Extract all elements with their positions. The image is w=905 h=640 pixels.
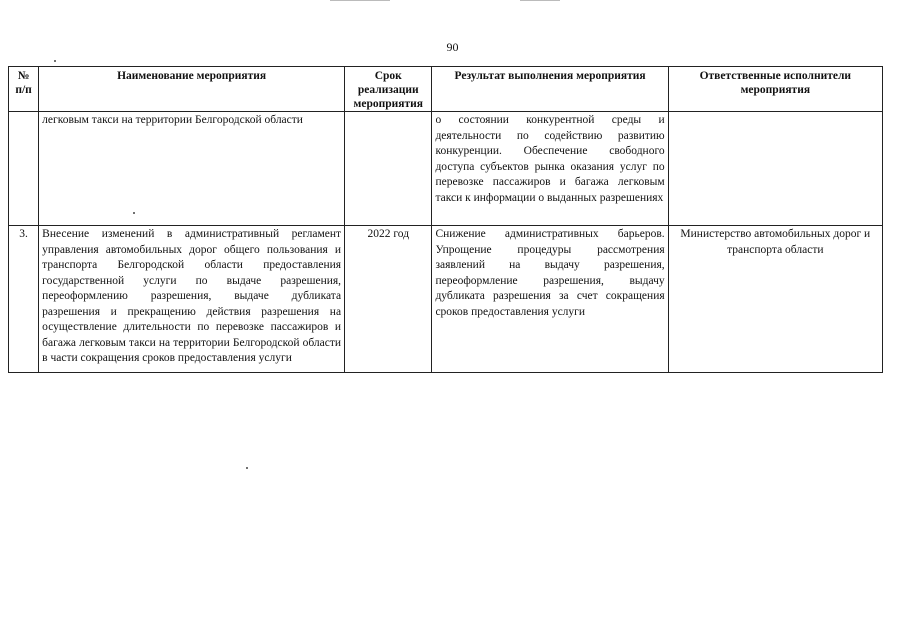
cell-result: о состоянии конкурентной среды и деятельности по содействию развитию конкуренции. Обеспечение свободного доступа субъектов рынка оказания услуг по перевозке пассажиров и багажа легковым такси к информации о выданных разрешениях bbox=[432, 112, 668, 226]
header-result: Результат выполнения мероприятия bbox=[432, 67, 668, 112]
scan-edge-mark bbox=[520, 0, 560, 1]
cell-responsible: Министерство автомобильных дорог и транспорта области bbox=[668, 226, 882, 373]
cell-number: 3. bbox=[9, 226, 39, 373]
cell-name: легковым такси на территории Белгородской области bbox=[39, 112, 345, 226]
header-number: № п/п bbox=[9, 67, 39, 112]
scan-edge-mark bbox=[330, 0, 390, 1]
scan-speck bbox=[133, 212, 135, 214]
scan-speck bbox=[246, 467, 248, 469]
measures-table bbox=[8, 66, 883, 373]
header-term: Срок реализации мероприятия bbox=[345, 67, 432, 112]
table-header-row bbox=[9, 67, 883, 112]
scan-speck bbox=[54, 60, 56, 62]
header-name: Наименование мероприятия bbox=[39, 67, 345, 112]
cell-term bbox=[345, 112, 432, 226]
cell-responsible bbox=[668, 112, 882, 226]
header-responsible: Ответственные исполнители мероприятия bbox=[668, 67, 882, 112]
page-number: 90 bbox=[446, 40, 459, 54]
table-row bbox=[9, 112, 883, 226]
cell-name: Внесение изменений в административный регламент управления автомобильных дорог общего пользования и транспорта Белгородской области предоставления государственной услуги по выдаче разрешения, переоформлению разрешения, выдаче дубликата разрешения и прекращению действия разрешения на осуществление длительности по перевозке пассажиров и багажа легковым такси на территории Белгородской области в части сокращения сроков предоставления услуги bbox=[39, 226, 345, 373]
table-row bbox=[9, 226, 883, 373]
cell-term: 2022 год bbox=[345, 226, 432, 373]
cell-number bbox=[9, 112, 39, 226]
cell-result: Снижение административных барьеров. Упрощение процедуры рассмотрения заявлений на выдачу разрешения, переоформление разрешения, выдачу дубликата разрешения за счет сокращения сроков предоставления услуги bbox=[432, 226, 668, 373]
